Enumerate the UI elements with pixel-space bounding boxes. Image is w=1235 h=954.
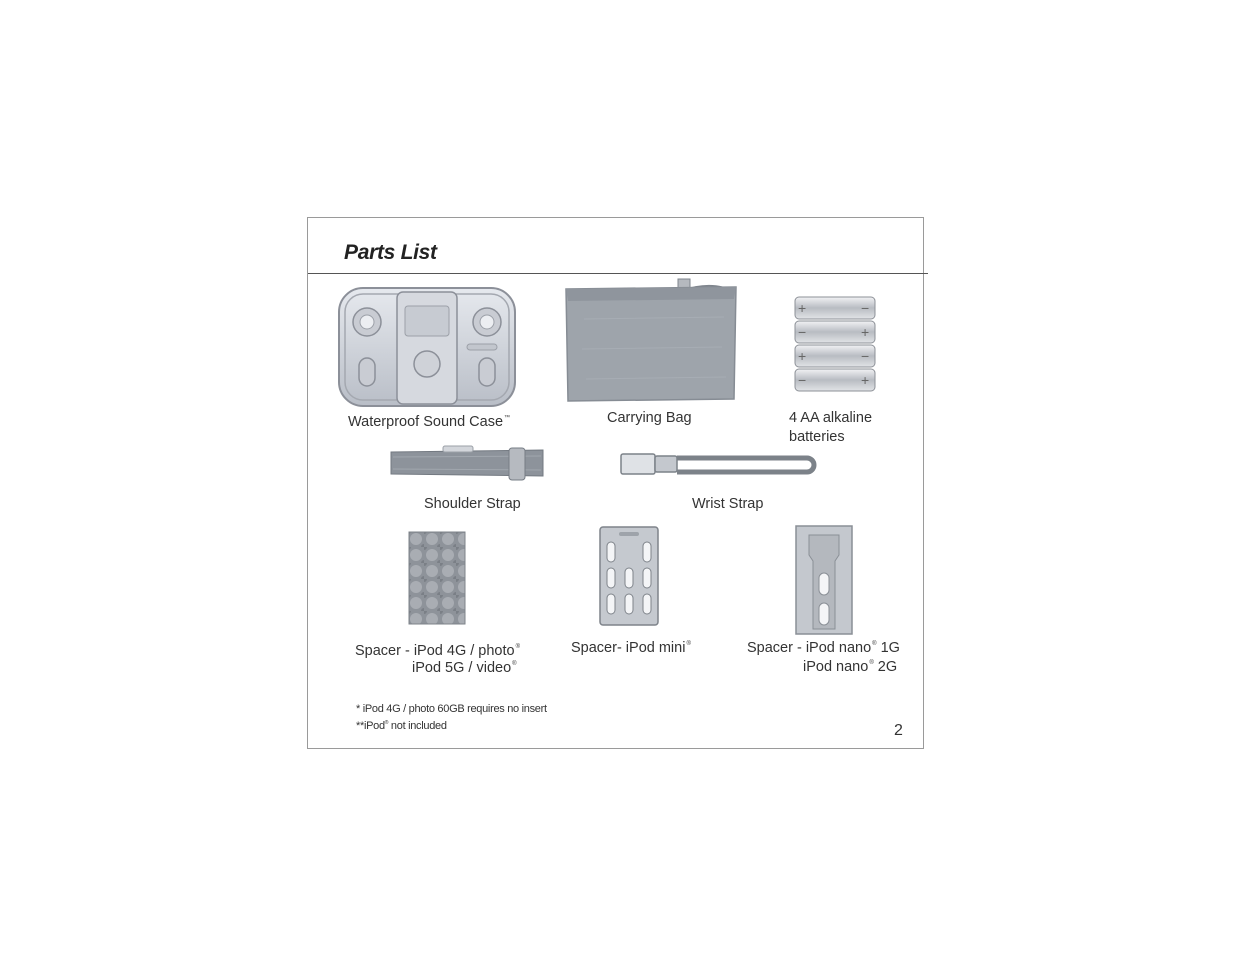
carrying-bag-label: Carrying Bag xyxy=(607,410,692,426)
batteries-image xyxy=(793,296,877,392)
spacer-ipod-4g-image xyxy=(408,531,466,625)
battery-minus-sign: − xyxy=(861,300,870,316)
battery-minus-sign: − xyxy=(798,372,807,388)
title-rule xyxy=(308,273,928,274)
page-title: Parts List xyxy=(344,241,437,264)
wrist-strap-label: Wrist Strap xyxy=(692,496,764,512)
batteries-label-line1: 4 AA alkaline xyxy=(789,410,873,426)
batteries-label-line2: batteries xyxy=(789,429,845,445)
spacer-ipod-mini-image xyxy=(599,526,659,626)
spacer-ipod-nano-label-line1: Spacer - iPod nano® 1G xyxy=(747,640,900,656)
spacer-ipod-nano-label-line2: iPod nano® 2G xyxy=(803,659,898,675)
battery-plus-sign: + xyxy=(798,300,807,316)
shoulder-strap-label: Shoulder Strap xyxy=(424,496,521,512)
battery-minus-sign: − xyxy=(798,324,807,340)
battery-minus-sign: − xyxy=(861,348,870,364)
spacer-ipod-4g-label-line1: Spacer - iPod 4G / photo® xyxy=(355,643,521,659)
spacer-ipod-4g-label-line2: iPod 5G / video® xyxy=(412,660,517,676)
battery-plus-sign: + xyxy=(861,324,870,340)
waterproof-sound-case-image xyxy=(337,286,517,408)
waterproof-sound-case-label: Waterproof Sound Case™ xyxy=(348,414,511,430)
carrying-bag-image xyxy=(564,279,740,403)
shoulder-strap-image xyxy=(389,444,545,482)
spacer-ipod-nano-image xyxy=(795,525,853,635)
footnote-ipod-not-included: **iPod® not included xyxy=(356,720,447,732)
wrist-strap-image xyxy=(619,451,821,477)
battery-plus-sign: + xyxy=(798,348,807,364)
spacer-ipod-mini-label: Spacer- iPod mini® xyxy=(571,640,691,656)
page-number: 2 xyxy=(894,722,903,739)
footnote-4g-photo: * iPod 4G / photo 60GB requires no insert xyxy=(356,703,547,715)
battery-plus-sign: + xyxy=(861,372,870,388)
